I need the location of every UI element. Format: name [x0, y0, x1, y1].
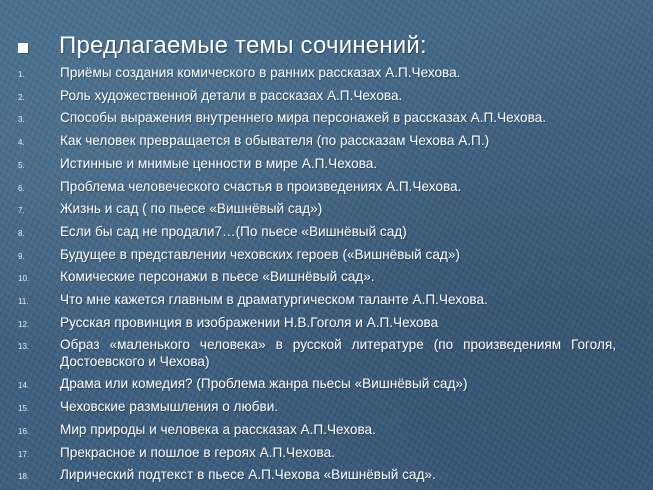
list-item — [18, 63, 616, 86]
list-item-text: Русская провинция в изображении Н.В.Гоголя и А.П.Чехова — [60, 314, 439, 330]
list-item-number: 16. — [18, 426, 30, 436]
list-item — [18, 335, 616, 374]
list-item — [18, 397, 616, 420]
list-item-text: Будущее в представлении чеховских героев («Вишнёвый сад») — [60, 246, 460, 262]
list-item — [18, 177, 616, 200]
list-item-text: Комические персонажи в пьесе «Вишнёвый сад». — [60, 269, 375, 285]
list-item — [18, 131, 616, 154]
list-item-text: Роль художественной детали в рассказах А.П.Чехова. — [60, 87, 403, 103]
square-bullet-icon — [18, 43, 28, 53]
list-item — [18, 420, 616, 443]
list-item-text: Драма или комедия? (Проблема жанра пьесы «Вишнёвый сад») — [60, 376, 468, 392]
list-item-number: 5. — [18, 160, 25, 170]
list-item-number: 7. — [18, 206, 25, 216]
list-item — [18, 245, 616, 268]
list-item-text: Жизнь и сад ( по пьесе «Вишнёвый сад») — [60, 201, 323, 217]
slide-title: Предлагаемые темы сочинений: — [59, 32, 427, 59]
list-item-text: Приёмы создания комического в ранних рассказах А.П.Чехова. — [60, 65, 461, 80]
list-item — [18, 443, 616, 466]
list-item-number: 8. — [18, 228, 25, 238]
list-item-number: 14. — [18, 381, 30, 391]
list-item-number: 9. — [18, 251, 25, 261]
list-item-text: Способы выражения внутреннего мира персонажей в рассказах А.П.Чехова. — [60, 110, 547, 126]
list-item-text: Истинные и мнимые ценности в мире А.П.Чехова. — [60, 155, 378, 171]
list-item-number: 13. — [18, 342, 30, 352]
list-item-number: 6. — [18, 183, 25, 193]
list-item — [18, 374, 616, 397]
list-item — [18, 313, 616, 336]
list-item-number: 4. — [18, 138, 25, 148]
list-item-number: 17. — [18, 449, 30, 459]
list-item-number: 2. — [18, 92, 25, 102]
list-item-number: 12. — [18, 319, 30, 329]
list-item-number: 15. — [18, 404, 30, 414]
topic-list — [18, 63, 616, 488]
list-item-text: Чеховские размышления о любви. — [60, 399, 279, 415]
list-item — [18, 199, 616, 222]
list-item-number: 10. — [18, 274, 30, 284]
list-item — [18, 290, 616, 313]
list-item-text: Проблема человеческого счастья в произведениях А.П.Чехова. — [60, 178, 462, 194]
list-item-text: Образ «маленького человека» в русской литературе (по произведениям Гоголя, Достоевского и Чехова) — [60, 337, 616, 370]
list-item — [18, 86, 616, 109]
list-item-text: Если бы сад не продали7…(По пьесе «Вишнёвый сад) — [60, 223, 407, 239]
list-item-text: Как человек превращается в обывателя (по рассказам Чехова А.П.) — [60, 133, 490, 149]
list-item — [18, 154, 616, 177]
list-item — [18, 465, 616, 488]
slide-title-row — [18, 31, 427, 61]
list-item-number: 18. — [18, 472, 30, 482]
list-item-text: Прекрасное и пошлое в героях А.П.Чехова. — [60, 444, 335, 460]
list-item-text: Мир природы и человека а рассказах А.П.Чехова. — [60, 421, 376, 437]
list-item-number: 1. — [18, 70, 25, 79]
list-item — [18, 267, 616, 290]
list-item-text: Что мне кажется главным в драматургическом таланте А.П.Чехова. — [60, 292, 488, 308]
list-item-number: 3. — [18, 115, 25, 125]
list-item-number: 11. — [18, 297, 29, 307]
list-item — [18, 108, 616, 131]
list-item-text: Лирический подтекст в пьесе А.П.Чехова «Вишнёвый сад». — [60, 467, 436, 483]
list-item — [18, 222, 616, 245]
